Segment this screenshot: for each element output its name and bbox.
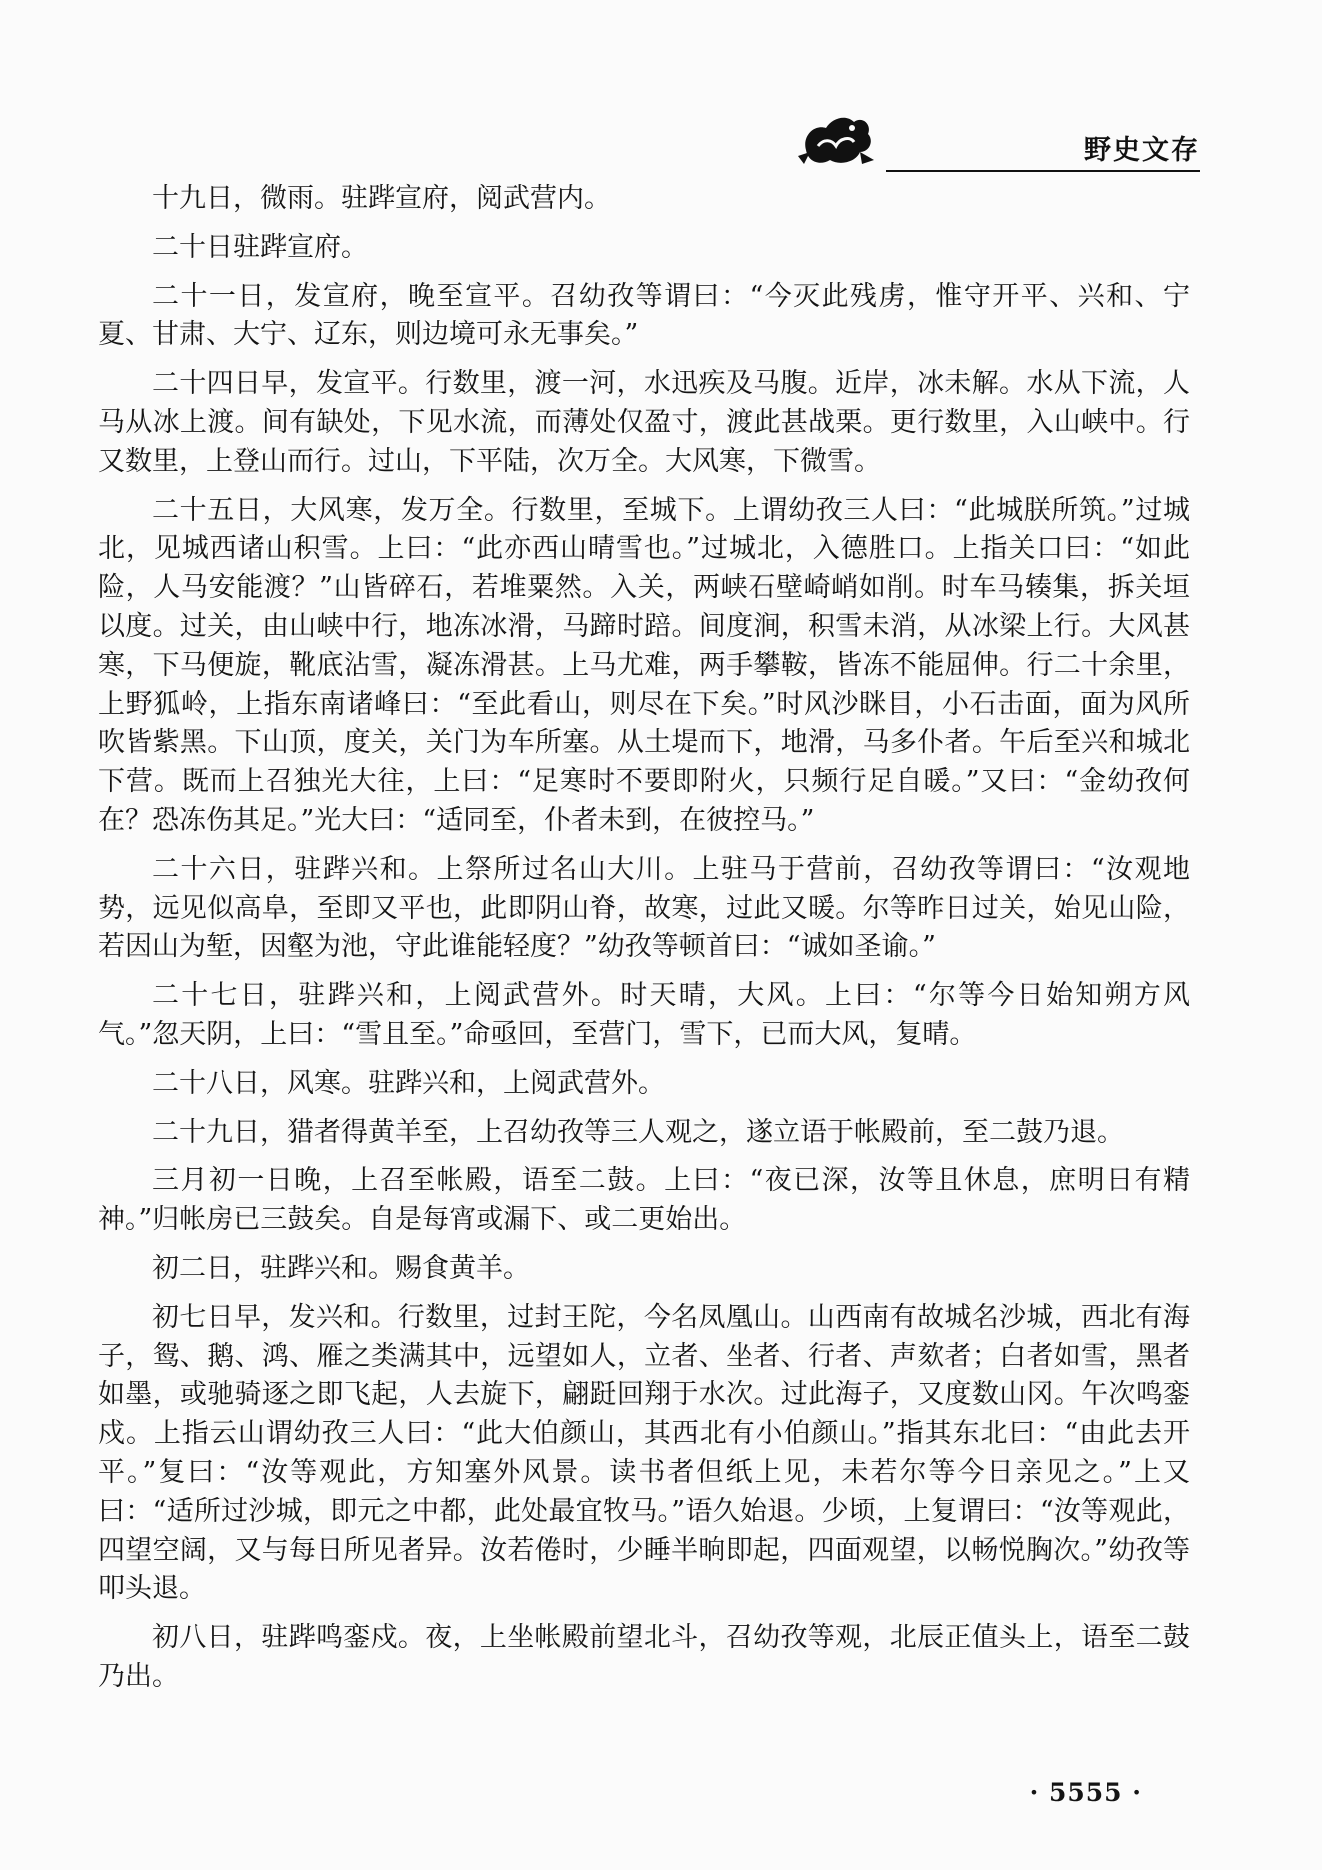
header-rule: [886, 170, 1200, 172]
paragraph: 初八日，驻跸鸣銮戍。夜，上坐帐殿前望北斗，召幼孜等观，北辰正值头上，语至二鼓乃出。: [98, 1622, 1190, 1692]
dragon-logo-icon: [796, 106, 876, 172]
paragraph: 初二日，驻跸兴和。赐食黄羊。: [152, 1252, 530, 1284]
paragraph: 二十八日，风寒。驻跸兴和，上阅武营外。: [152, 1067, 665, 1099]
paragraph: 三月初一日晚，上召至帐殿，语至二鼓。上曰：“夜已深，汝等且休息，庶明日有精神。”归帐房已三鼓矣。自是每宵或漏下、或二更始出。: [98, 1165, 1190, 1236]
page-number: · 5555 ·: [1029, 1778, 1142, 1807]
running-header: [790, 98, 1200, 178]
paragraph: 二十七日，驻跸兴和，上阅武营外。时天晴，大风。上曰：“尔等今日始知朔方风气。”忽天阴，上曰：“雪且至。”命亟回，至营门，雪下，已而大风，复晴。: [98, 980, 1190, 1050]
paragraph: 二十五日，大风寒，发万全。行数里，至城下。上谓幼孜三人曰：“此城朕所筑。”过城北，见城西诸山积雪。上曰：“此亦西山晴雪也。”过城北，入德胜口。上指关口曰：“如此险，人马安能渡？”山皆碎石，若堆粟然。入关，两峡石壁崎峭如削。时车马辏集，拆关垣以度。过关，由山峡中行，地冻冰滑，马蹄时踣。间度涧，积雪未消，从冰梁上行。大风甚寒，下马便旋，靴底沾雪，凝冻滑甚。上马尤难，两手攀鞍，皆冻不能屈伸。行二十余里，上野狐岭，上指东南诸峰曰：“至此看山，则尽在下矣。”时风沙眯目，小石击面，面为风所吹皆紫黑。下山顶，度关，关门为车所塞。从土堤而下，地滑，马多仆者。午后至兴和城北下营。既而上召独光大往，上曰：“足寒时不要即附火，只频行足自暖。”又曰：“金幼孜何在？恐冻伤其足。”光大曰：“适同至，仆者未到，在彼控马。”: [98, 494, 1190, 836]
paragraph: 二十九日，猎者得黄羊至，上召幼孜等三人观之，遂立语于帐殿前，至二鼓乃退。: [152, 1116, 1124, 1148]
body-text: [98, 180, 1190, 1707]
paragraph: 二十日驻跸宣府。: [152, 231, 368, 263]
paragraph: 初七日早，发兴和。行数里，过封王陀，今名凤凰山。山西南有故城名沙城，西北有海子，鸳、鹅、鸿、雁之类满其中，远望如人，立者、坐者、行者、声欬者；白者如雪，黑者如墨，或驰骑逐之即飞起，人去旋下，翩跹回翔于水次。过此海子，又度数山冈。午次鸣銮戍。上指云山谓幼孜三人曰：“此大伯颜山，其西北有小伯颜山。”指其东北曰：“由此去开平。”复曰：“汝等观此，方知塞外风景。读书者但纸上见，未若尔等今日亲见之。”上又曰：“适所过沙城，即元之中都，此处最宜牧马。”语久始退。少顷，上复谓曰：“汝等观此，四望空阔，又与每日所见者异。汝若倦时，少睡半晌即起，四面观望，以畅悦胸次。”幼孜等叩头退。: [98, 1301, 1190, 1605]
paragraph: 十九日，微雨。驻跸宣府，阅武营内。: [152, 183, 611, 214]
header-title: 野史文存: [1084, 135, 1200, 166]
paragraph: 二十六日，驻跸兴和。上祭所过名山大川。上驻马于营前，召幼孜等谓曰：“汝观地势，远见似高阜，至即又平也，此即阴山脊，故寒，过此又暖。尔等昨日过关，始见山险，若因山为堑，因壑为池，守此谁能轻度？”幼孜等顿首曰：“诚如圣谕。”: [98, 853, 1190, 963]
paragraph: 二十四日早，发宣平。行数里，渡一河，水迅疾及马腹。近岸，冰未解。水从下流，人马从冰上渡。间有缺处，下见水流，而薄处仅盈寸，渡此甚战栗。更行数里，入山峡中。行又数里，上登山而行。过山，下平陆，次万全。大风寒，下微雪。: [98, 368, 1190, 477]
paragraph: 二十一日，发宣府，晚至宣平。召幼孜等谓曰：“今灭此残虏，惟守开平、兴和、宁夏、甘肃、大宁、辽东，则边境可永无事矣。”: [98, 280, 1190, 351]
